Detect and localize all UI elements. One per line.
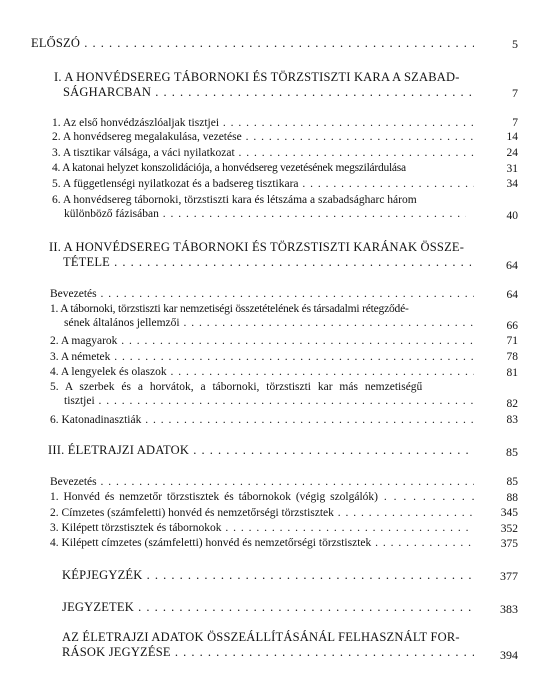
toc-page-number: 383 <box>474 602 518 616</box>
toc-line: II. A HONVÉDSEREG TÁBORNOKI ÉS TÖRZSTISZTI KARÁNAK ÖSSZE- <box>49 240 465 254</box>
toc-entry-3-4 <box>50 536 518 550</box>
toc-line: JEGYZETEK . . . <box>62 600 476 615</box>
toc-line: 4. A katonai helyzet konszolidációja, a honvédsereg vezetésének megszilárdulása <box>52 162 406 174</box>
toc-page-number: 85 <box>474 445 518 459</box>
toc-entry-2-3 <box>50 350 518 364</box>
toc-line: 4. Kilépett címzetes (számfeletti) honvéd és nemzetőrségi törzstisztek . . . <box>50 536 476 550</box>
toc-page-number: 71 <box>474 334 518 348</box>
toc-line: 1. Honvéd és nemzetőr törzstisztek és tábornokok (végig szolgálók) . . . <box>50 490 476 504</box>
toc-line: tisztjei . . . <box>50 394 476 408</box>
toc-page-number: 7 <box>474 116 518 130</box>
toc-entry-2-4 <box>50 365 518 379</box>
toc-line: SÁGHARCBAN . . . <box>54 85 477 100</box>
toc-page-number: 40 <box>474 209 518 223</box>
toc-page-number: 377 <box>474 569 518 583</box>
toc-line: 3. Kilépett törzstisztek és tábornokok . . . <box>50 521 476 535</box>
toc-entry-1-2 <box>52 130 518 144</box>
toc-line: I. A HONVÉDSEREG TÁBORNOKI ÉS TÖRZSTISZTI KARA A SZABAD- <box>54 70 460 84</box>
toc-entry-notes <box>62 600 518 615</box>
toc-page-number: 24 <box>474 146 518 160</box>
toc-line: AZ ÉLETRAJZI ADATOK ÖSSZEÁLLÍTÁSÁNÁL FELHASZNÁLT FOR- <box>62 630 460 644</box>
toc-entry-3-3 <box>50 521 518 535</box>
toc-line: KÉPJEGYZÉK . . . <box>62 568 476 583</box>
toc-entry-chapter-2 <box>49 240 518 270</box>
toc-entry-1-3 <box>52 146 518 160</box>
toc-page-number: 31 <box>474 162 518 176</box>
toc-page-number: 14 <box>474 130 518 144</box>
toc-page-number: 81 <box>474 366 518 380</box>
toc-page-number: 82 <box>474 397 518 411</box>
toc-entry-chapter-1 <box>54 70 518 100</box>
toc-page-number: 34 <box>474 177 518 191</box>
toc-page-number: 375 <box>474 537 518 551</box>
toc-line: 2. A honvédsereg megalakulása, vezetése . . . <box>52 130 476 144</box>
toc-line: 5. A függetlenségi nyilatkozat és a badsereg tisztikara . . . <box>52 177 476 191</box>
toc-line: 6. Katonadinasztiák . . . <box>50 413 476 427</box>
toc-entry-3-intro <box>50 475 518 489</box>
toc-page-number: 7 <box>474 86 518 100</box>
toc-entry-2-intro <box>50 287 518 301</box>
toc-entry-2-2 <box>50 334 518 348</box>
toc-entry-sources <box>62 630 518 660</box>
toc-entry-2-5 <box>50 380 518 408</box>
toc-line: III. ÉLETRAJZI ADATOK . . . <box>48 443 476 458</box>
toc-page-number: 66 <box>474 319 518 333</box>
toc-entry-2-1 <box>50 302 518 330</box>
toc-page-number: 85 <box>474 475 518 489</box>
toc-page-number: 88 <box>474 491 518 505</box>
toc-entry-1-4 <box>52 161 518 175</box>
toc-page-number: 352 <box>474 522 518 536</box>
toc-page-number: 345 <box>474 506 518 520</box>
toc-entry-3-1 <box>50 490 518 504</box>
toc-page-number: 64 <box>474 288 518 302</box>
toc-entry-preface <box>31 36 518 51</box>
toc-line: 1. A tábornoki, törzstiszti kar nemzetiségi összetételének és társadalmi rétegződé- <box>50 303 409 315</box>
toc-line: 4. A lengyelek és olaszok . . . <box>50 365 476 379</box>
toc-line: 2. Címzetes (számfeletti) honvéd és nemzetőrségi törzstisztek . . . <box>50 506 476 520</box>
toc-line: Bevezetés . . . <box>50 287 476 301</box>
toc-page-number: 5 <box>474 37 518 51</box>
toc-line: 5. A szerbek és a horvátok, a tábornoki, törzstiszti kar más nemzetiségű <box>50 381 423 393</box>
toc-line: 6. A honvédsereg tábornoki, törzstiszti kara és létszáma a szabadságharc három <box>52 194 417 206</box>
toc-line: 3. A tisztikar válsága, a váci nyilatkozat . . . <box>52 146 476 160</box>
toc-entry-2-6 <box>50 413 518 427</box>
toc-line: RÁSOK JEGYZÉSE . . . <box>62 645 476 660</box>
toc-entry-chapter-3 <box>48 443 518 458</box>
toc-entry-1-1 <box>52 116 518 130</box>
toc-entry-1-5 <box>52 177 518 191</box>
toc-line: sének általános jellemzői . . . <box>50 316 476 330</box>
toc-page-number: 83 <box>474 413 518 427</box>
toc-line: Bevezetés . . . <box>50 475 476 489</box>
toc-line: 3. A németek . . . <box>50 350 476 364</box>
toc-line: 1. Az első honvédzászlóaljak tisztjei . . . <box>52 116 476 130</box>
toc-entry-3-2 <box>50 506 518 520</box>
toc-page-number: 78 <box>474 350 518 364</box>
toc-entry-list-of-images <box>62 568 518 583</box>
toc-line: 2. A magyarok . . . <box>50 334 476 348</box>
toc-page-number: 64 <box>474 258 518 272</box>
toc-line: különböző fázisában . . . <box>52 207 466 221</box>
toc-entry-1-6 <box>52 193 518 221</box>
toc-line: ELŐSZÓ . . . <box>31 36 486 51</box>
toc-line: TÉTELE . . . <box>49 255 471 270</box>
toc-page-number: 394 <box>474 648 518 662</box>
